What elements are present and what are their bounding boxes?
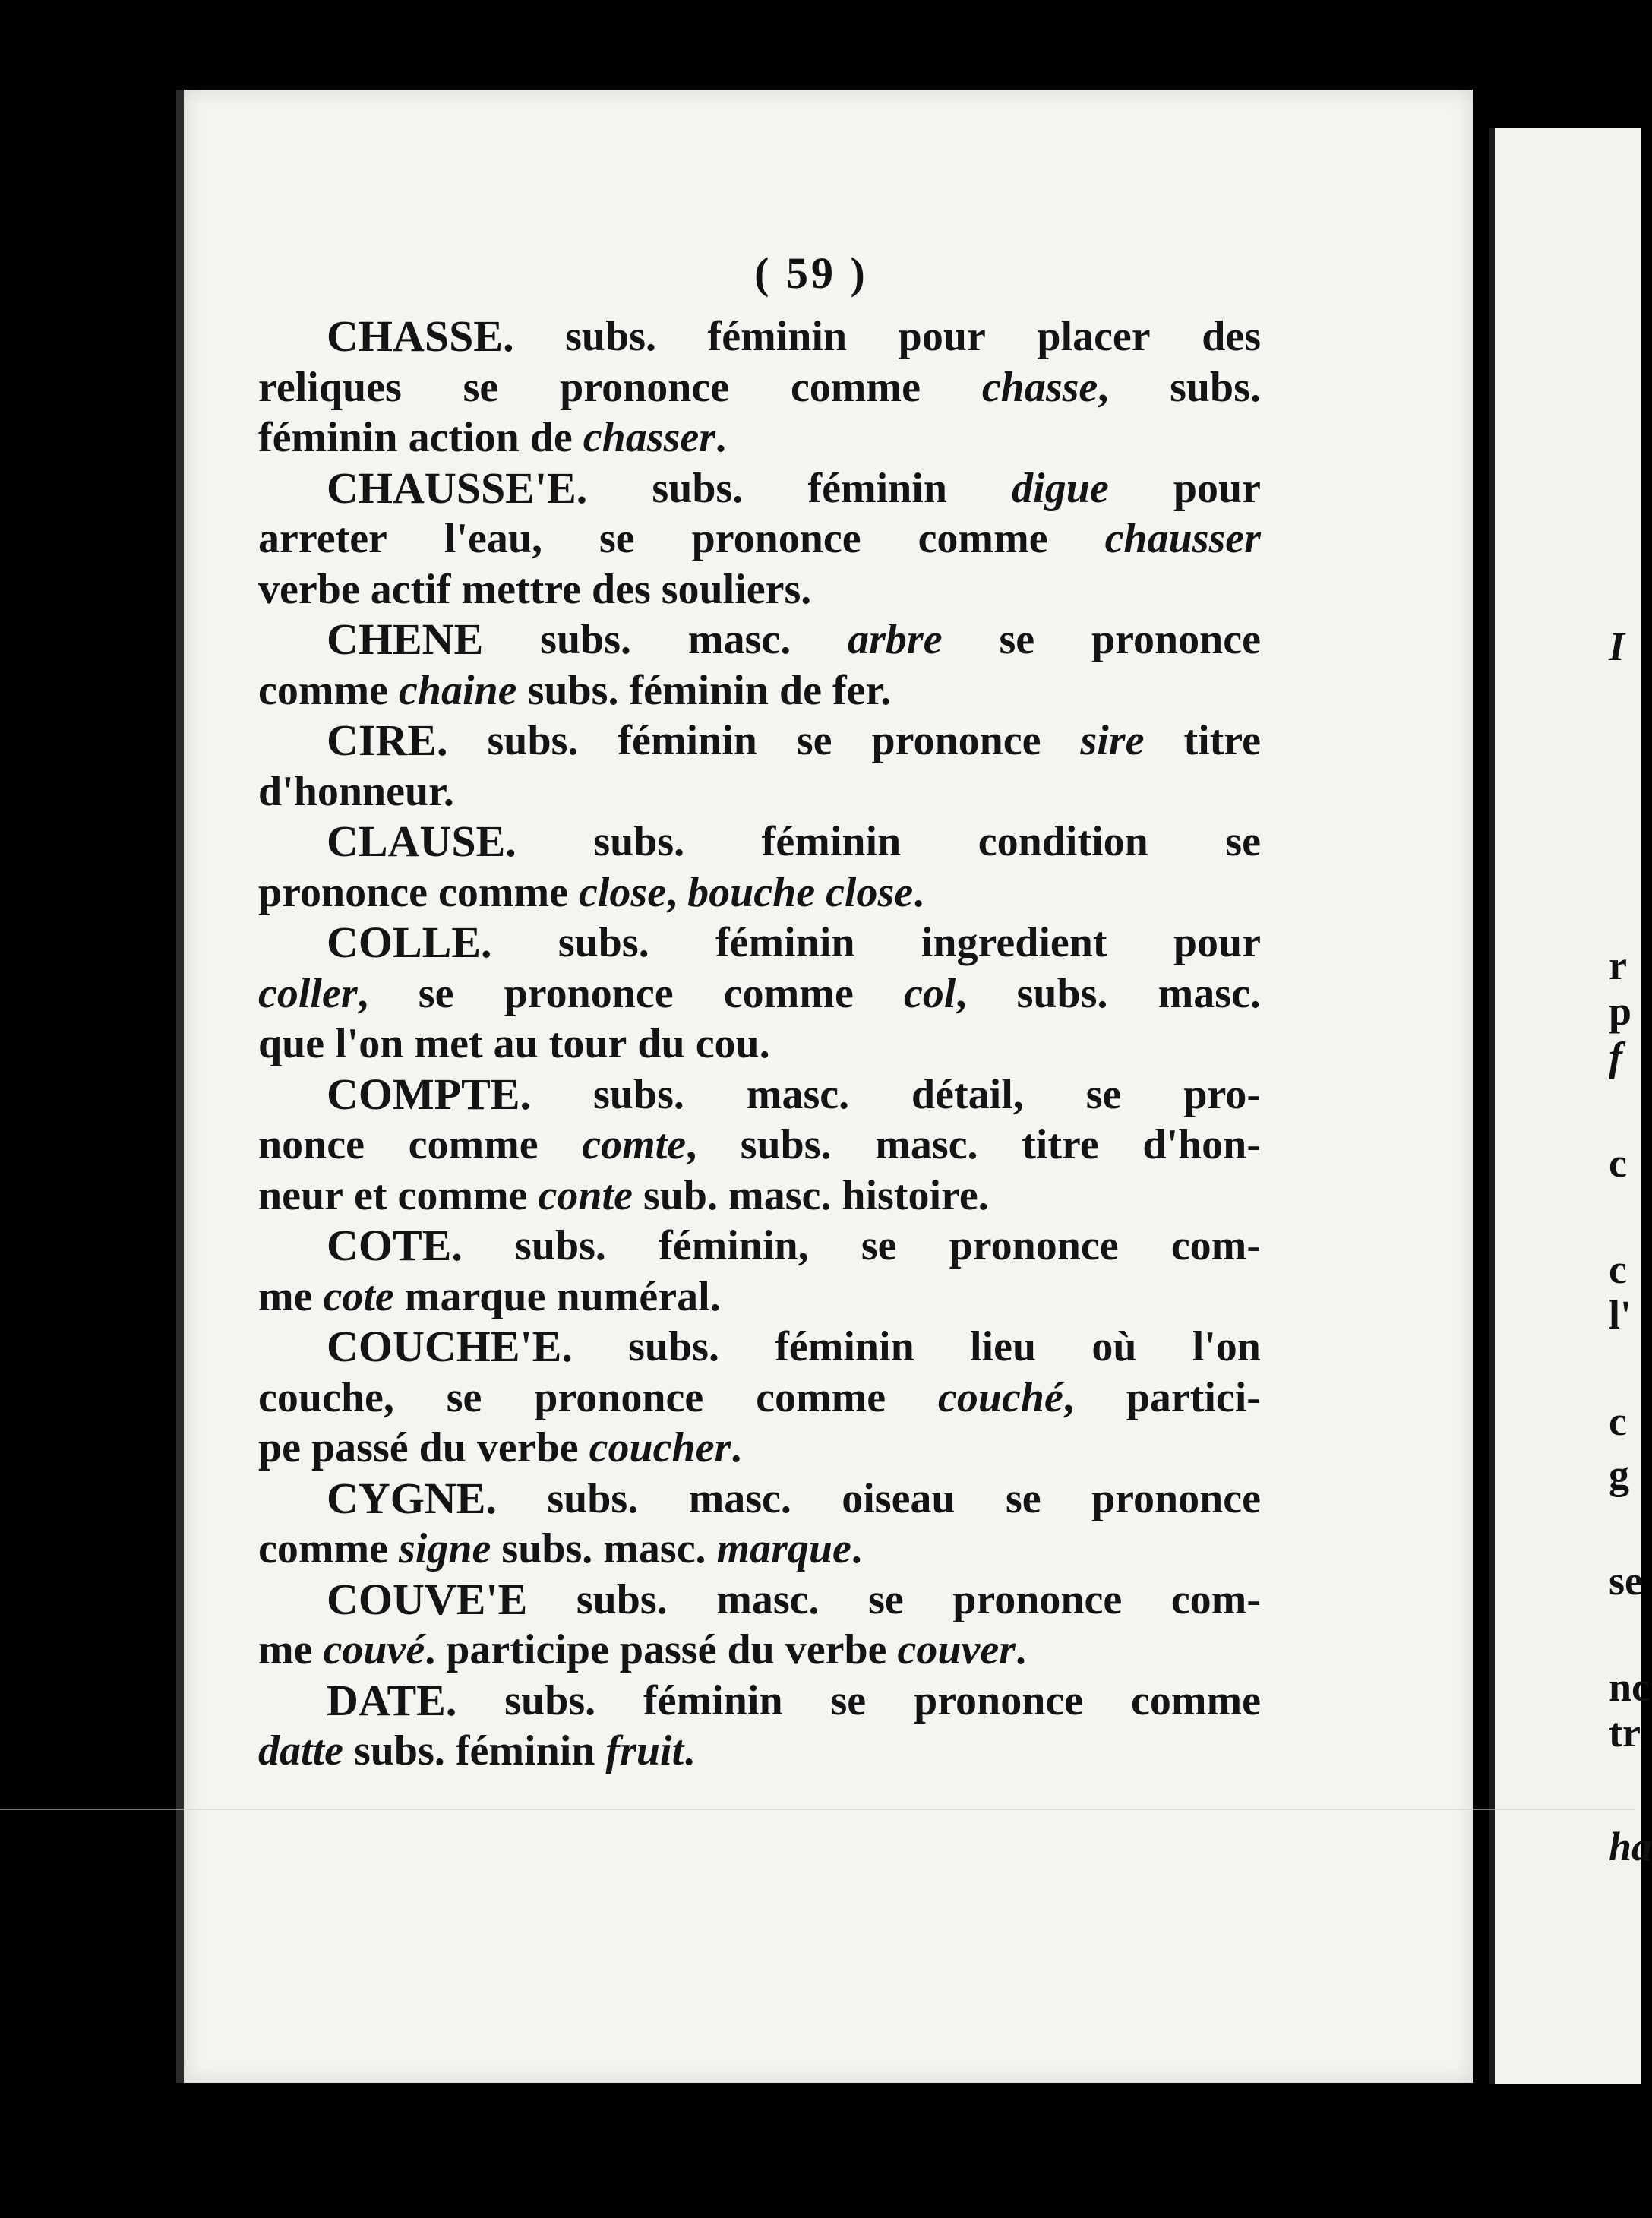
entry-line: [258, 1726, 1261, 1777]
word: masc.: [688, 1474, 791, 1522]
word: l'on: [335, 1020, 404, 1067]
word: chasse,: [981, 363, 1109, 411]
word: comte,: [582, 1121, 697, 1168]
right-page-fragment: nc: [1609, 1664, 1650, 1710]
word: se: [418, 969, 454, 1017]
word: au: [493, 1020, 539, 1067]
word: masc.: [875, 1121, 978, 1168]
word: masc.: [728, 1171, 832, 1219]
word: prononce: [914, 1676, 1084, 1724]
word: couvé.: [323, 1626, 436, 1673]
entry-line: [258, 1625, 1261, 1676]
headword: CHENE: [327, 615, 484, 664]
word: passé: [619, 1626, 717, 1673]
word: pe: [258, 1424, 301, 1471]
right-page-fragment: c: [1609, 1398, 1627, 1444]
word: pour: [898, 313, 986, 360]
word: marque.: [716, 1525, 862, 1572]
word: partici-: [1126, 1373, 1261, 1421]
word: arbre: [848, 616, 943, 663]
word: participe: [446, 1626, 609, 1673]
word: masc.: [716, 1575, 820, 1623]
entry-line: [258, 564, 1261, 615]
word: neur: [258, 1171, 343, 1219]
word: couche,: [258, 1373, 394, 1421]
word: chausser: [1104, 515, 1261, 562]
word: coller,: [258, 969, 368, 1017]
right-page-fragment: p: [1609, 988, 1632, 1034]
dictionary-entries: [258, 311, 1261, 1777]
entry-first-line: [258, 463, 1261, 514]
right-page-fragment: c: [1609, 1246, 1627, 1292]
word: de: [529, 414, 573, 461]
word: comme: [438, 868, 569, 916]
word: se: [1225, 818, 1261, 865]
word: prononce: [258, 868, 428, 916]
right-page-fragment: l': [1609, 1292, 1632, 1338]
word: se: [1085, 1070, 1122, 1118]
entry-line: [258, 362, 1261, 413]
word: de: [779, 666, 823, 714]
word: com-: [1170, 1222, 1261, 1269]
word: comme: [918, 515, 1048, 562]
word: se: [463, 363, 499, 411]
word: subs.: [652, 464, 744, 512]
word: lieu: [969, 1323, 1037, 1370]
word: ingredient: [921, 919, 1107, 966]
word: actif: [370, 565, 451, 613]
word: verbe: [785, 1626, 887, 1673]
entry-line: [258, 1373, 1261, 1423]
word: se: [830, 1676, 867, 1724]
word: masc.: [746, 1070, 850, 1118]
word: digue: [1012, 464, 1109, 512]
word: pour: [1173, 919, 1261, 966]
entry-first-line: [258, 1474, 1261, 1524]
word: se: [796, 717, 832, 764]
word: se: [446, 1373, 482, 1421]
word: se: [599, 515, 635, 562]
entry-first-line: [258, 1676, 1261, 1727]
word: fer.: [832, 666, 892, 714]
entry-line: [258, 1171, 1261, 1221]
word: nonce: [258, 1121, 365, 1168]
word: subs.: [504, 1676, 596, 1724]
word: l'on: [1192, 1323, 1261, 1370]
word: d'honneur.: [258, 767, 454, 815]
word: prononce: [504, 969, 674, 1017]
word: prononce: [1091, 1474, 1261, 1522]
word: et: [354, 1171, 387, 1219]
word: com-: [1170, 1575, 1261, 1623]
entry-first-line: [258, 1575, 1261, 1626]
word: placer: [1037, 313, 1151, 360]
word: titre: [1183, 717, 1261, 764]
word: tour: [548, 1020, 627, 1067]
word: féminin: [761, 818, 902, 865]
word: prononce: [1091, 616, 1261, 663]
word: prononce: [534, 1373, 704, 1421]
word: numéral.: [556, 1272, 721, 1320]
word: subs.: [558, 919, 649, 966]
word: féminin: [707, 313, 848, 360]
entry-first-line: [258, 716, 1261, 766]
word: du: [727, 1626, 775, 1673]
entry-line: [258, 1019, 1261, 1070]
word: subs.: [527, 666, 619, 714]
right-page-fragment: g: [1609, 1452, 1629, 1497]
word: féminin: [618, 717, 757, 764]
word: souliers.: [661, 565, 812, 613]
headword: COTE.: [327, 1221, 463, 1270]
word: cote: [323, 1272, 394, 1320]
word: d'hon-: [1142, 1121, 1261, 1168]
entry-first-line: [258, 311, 1261, 362]
word: masc.: [603, 1525, 706, 1572]
word: coucher.: [589, 1424, 742, 1471]
entry-line: [258, 665, 1261, 716]
word: subs.: [501, 1525, 593, 1572]
word: bouche: [687, 868, 816, 916]
word: subs.: [576, 1575, 668, 1623]
word: close,: [579, 868, 678, 916]
scan-artifact-line: [0, 1809, 1635, 1810]
word: met: [414, 1020, 483, 1067]
entry-line: [258, 766, 1261, 817]
word: féminin: [258, 414, 398, 461]
word: me: [258, 1272, 313, 1320]
word: l'eau,: [444, 515, 543, 562]
word: datte: [258, 1727, 343, 1774]
word: subs.: [1016, 969, 1108, 1017]
word: prononce: [949, 1222, 1119, 1269]
word: marque: [404, 1272, 546, 1320]
word: féminin: [455, 1727, 595, 1774]
word: col,: [903, 969, 967, 1017]
word: comme: [790, 363, 921, 411]
right-page-fragment: c: [1609, 1140, 1627, 1186]
word: comme: [397, 1171, 528, 1219]
right-page-fragment: ha: [1609, 1824, 1652, 1869]
word: subs.: [628, 1323, 719, 1370]
entry-line: [258, 1272, 1261, 1322]
word: où: [1091, 1323, 1137, 1370]
word: subs.: [353, 1727, 445, 1774]
entry-line: [258, 412, 1261, 463]
entry-line: [258, 513, 1261, 564]
word: prononce: [952, 1575, 1123, 1623]
word: subs.: [1170, 363, 1261, 411]
word: couché,: [937, 1373, 1074, 1421]
word: subs.: [547, 1474, 639, 1522]
word: des: [591, 565, 651, 613]
word: comme: [723, 969, 854, 1017]
word: des: [1202, 313, 1261, 360]
word: reliques: [258, 363, 402, 411]
word: subs.: [515, 1222, 606, 1269]
right-page-fragment: se: [1609, 1558, 1643, 1603]
entry-line: [258, 867, 1261, 918]
word: cou.: [695, 1020, 770, 1067]
word: conte: [538, 1171, 633, 1219]
entry-first-line: [258, 1322, 1261, 1373]
word: masc.: [687, 616, 791, 663]
word: fruit.: [605, 1727, 695, 1774]
word: féminin: [629, 666, 769, 714]
headword: CIRE.: [327, 716, 448, 765]
entry-first-line: [258, 615, 1261, 665]
entry-line: [258, 1423, 1261, 1474]
right-page: [1489, 128, 1641, 2084]
word: se: [1005, 1474, 1041, 1522]
word: féminin: [715, 919, 855, 966]
word: pro-: [1183, 1070, 1261, 1118]
word: histoire.: [842, 1171, 989, 1219]
entry-first-line: [258, 918, 1261, 968]
entry-line: [258, 1524, 1261, 1575]
word: comme: [1130, 1676, 1261, 1724]
word: féminin: [775, 1323, 914, 1370]
headword: DATE.: [327, 1675, 457, 1725]
entry-line: [258, 1120, 1261, 1171]
headword: COUCHE'E.: [327, 1322, 573, 1371]
word: verbe: [258, 565, 360, 613]
word: comme: [756, 1373, 886, 1421]
entry-first-line: [258, 1070, 1261, 1120]
right-page-fragment: tr: [1609, 1710, 1641, 1755]
word: me: [258, 1626, 313, 1673]
word: close.: [826, 868, 924, 916]
word: se: [861, 1222, 897, 1269]
word: prononce: [691, 515, 861, 562]
headword: CHASSE.: [327, 311, 514, 361]
word: comme: [258, 666, 389, 714]
word: subs.: [593, 818, 685, 865]
headword: COUVE'E: [327, 1574, 528, 1624]
word: se: [868, 1575, 904, 1623]
word: détail,: [911, 1070, 1024, 1118]
headword: CYGNE.: [327, 1473, 497, 1523]
word: féminin: [807, 464, 947, 512]
word: oiseau: [842, 1474, 956, 1522]
word: subs.: [540, 616, 632, 663]
word: subs.: [565, 313, 657, 360]
word: prononce: [871, 717, 1041, 764]
word: chaine: [399, 666, 517, 714]
right-page-fragment: f: [1609, 1034, 1622, 1079]
word: arreter: [258, 515, 387, 562]
word: titre: [1022, 1121, 1099, 1168]
word: féminin,: [659, 1222, 809, 1269]
right-page-fragment: r: [1609, 943, 1627, 988]
word: subs.: [740, 1121, 832, 1168]
word: comme: [258, 1525, 389, 1572]
word: pour: [1173, 464, 1261, 512]
word: subs.: [592, 1070, 684, 1118]
headword: COMPTE.: [327, 1069, 532, 1119]
entry-line: [258, 968, 1261, 1019]
page-number: ( 59 ): [754, 248, 868, 298]
word: du: [419, 1424, 466, 1471]
word: sub.: [643, 1171, 719, 1219]
word: verbe: [476, 1424, 579, 1471]
word: se: [999, 616, 1035, 663]
word: sire: [1080, 717, 1145, 764]
word: comme: [408, 1121, 539, 1168]
headword: CLAUSE.: [327, 817, 516, 866]
word: couver.: [897, 1626, 1026, 1673]
word: mettre: [461, 565, 581, 613]
entry-first-line: [258, 817, 1261, 867]
headword: COLLE.: [327, 918, 492, 967]
word: action: [408, 414, 520, 461]
right-page-fragment: I: [1609, 624, 1625, 669]
entry-first-line: [258, 1221, 1261, 1272]
word: chasser.: [583, 414, 727, 461]
headword: CHAUSSE'E.: [327, 463, 588, 513]
word: prononce: [560, 363, 730, 411]
word: féminin: [643, 1676, 783, 1724]
word: du: [637, 1020, 685, 1067]
word: signe: [399, 1525, 491, 1572]
word: condition: [978, 818, 1148, 865]
word: passé: [311, 1424, 409, 1471]
word: masc.: [1158, 969, 1261, 1017]
word: subs.: [487, 717, 579, 764]
word: que: [258, 1020, 325, 1067]
